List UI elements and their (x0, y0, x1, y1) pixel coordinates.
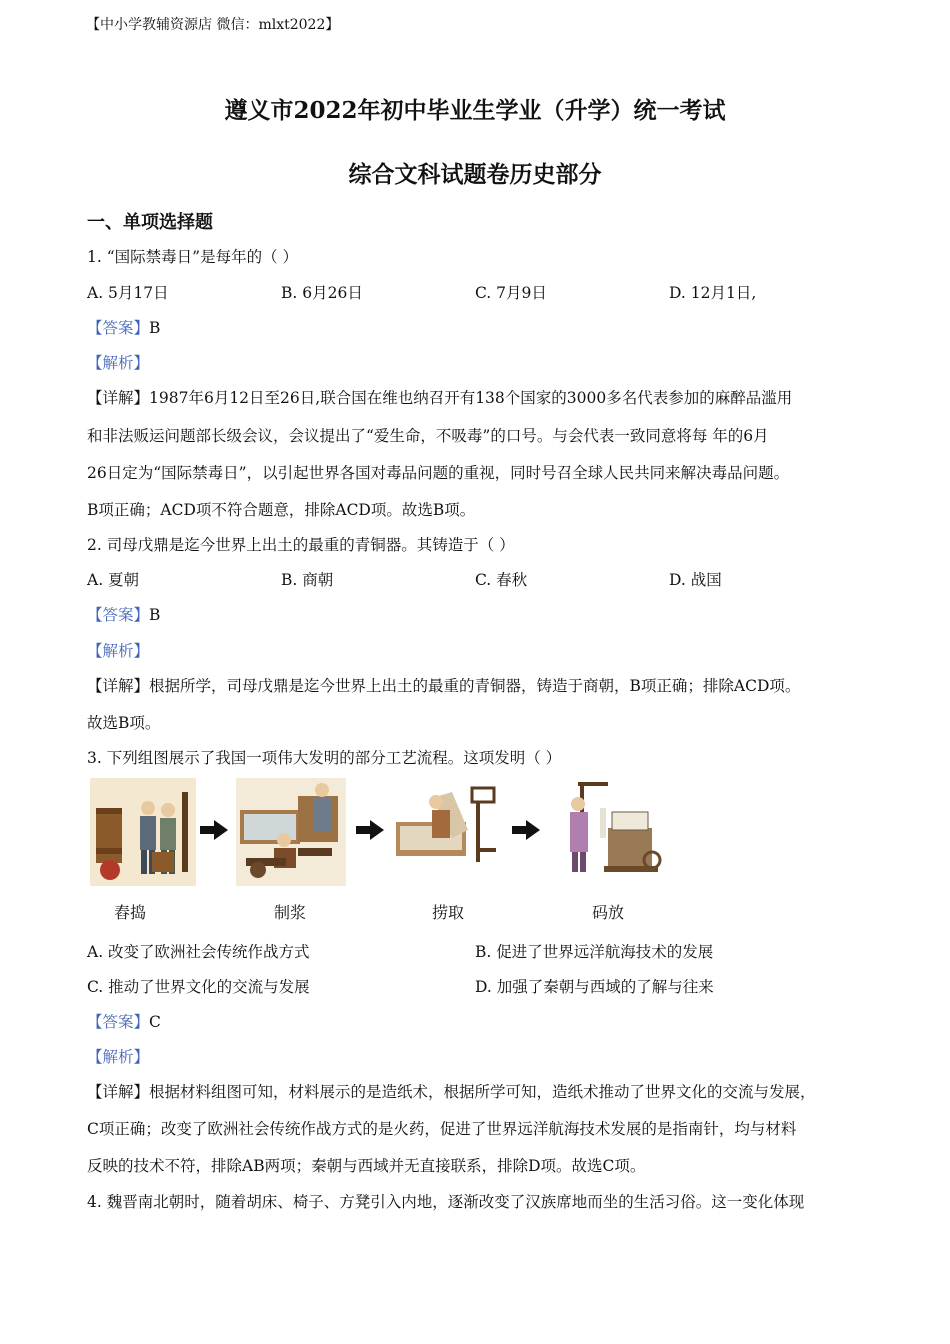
q1-option-b: B. 6月26日 (281, 284, 363, 302)
answer-value: B (149, 319, 161, 337)
q3-stem: 3. 下列组图展示了我国一项伟大发明的部分工艺流程。这项发明（ ） (87, 749, 562, 767)
detail-text: 1987年6月12日至26日,联合国在维也纳召开有138个国家的3000多名代表参加的麻醉品滥用 (149, 389, 793, 407)
q3-option-c: C. 推动了世界文化的交流与发展 (87, 978, 310, 996)
q3-detail-line: 反映的技术不符，排除AB两项；秦朝与西域并无直接联系，排除D项。故选C项。 (87, 1157, 646, 1175)
q1-detail-line: 和非法贩运问题部长级会议，会议提出了“爱生命，不吸毒”的口号。与会代表一致同意将每 年的6月 (87, 427, 769, 445)
arrow-right-icon (356, 818, 384, 842)
detail-tag: 【详解】 (87, 1083, 150, 1101)
q3-option-b: B. 促进了世界远洋航海技术的发展 (475, 943, 714, 961)
q1-answer (87, 316, 160, 338)
q3-answer (87, 1010, 161, 1032)
q2-option-b: B. 商朝 (281, 571, 334, 589)
q1-detail-line (87, 386, 792, 408)
q1-option-a: A. 5月17日 (87, 284, 169, 302)
section-heading: 一、单项选择题 (87, 212, 213, 233)
q1-detail-line: 26日定为“国际禁毒日”，以引起世界各国对毒品问题的重视，同时号召全球人民共同来解决毒品问题。 (87, 464, 790, 482)
q1-option-c: C. 7月9日 (475, 284, 547, 302)
q3-detail-line (87, 1080, 816, 1102)
q3-detail-line: C项正确；改变了欧洲社会传统作战方式的是火药，促进了世界远洋航海技术发展的是指南针，均与材料 (87, 1120, 797, 1138)
q2-answer (87, 603, 160, 625)
q3-analysis-tag: 【解析】 (87, 1048, 150, 1066)
step-label-pounding: 舂捣 (114, 903, 147, 922)
arrow-right-icon (512, 818, 540, 842)
step-label-scooping: 捞取 (432, 903, 465, 922)
q2-analysis-tag: 【解析】 (87, 642, 150, 660)
papermaking-process-figure (88, 778, 688, 928)
q2-option-c: C. 春秋 (475, 571, 528, 589)
watermark: 【中小学教辅资源店 微信：mlxt2022】 (86, 17, 340, 33)
page-title: 遵义市2022年初中毕业生学业（升学）统一考试 (224, 97, 726, 124)
detail-text: 根据材料组图可知，材料展示的是造纸术，根据所学可知，造纸术推动了世界文化的交流与发展， (149, 1083, 816, 1101)
q4-stem: 4. 魏晋南北朝时，随着胡床、椅子、方凳引入内地，逐渐改变了汉族席地而坐的生活习俗。这一变化体现 (87, 1193, 805, 1211)
page-subtitle: 综合文科试题卷历史部分 (348, 161, 602, 188)
pounding-illustration (90, 778, 196, 886)
q2-detail-line (87, 674, 800, 696)
answer-tag: 【答案】 (87, 1013, 150, 1031)
step-label-stacking: 码放 (592, 903, 625, 922)
step-label-pulping: 制浆 (274, 903, 307, 922)
detail-tag: 【详解】 (87, 677, 150, 695)
q2-stem: 2. 司母戊鼎是迄今世界上出土的最重的青铜器。其铸造于（ ） (87, 536, 515, 554)
pulping-illustration (236, 778, 346, 886)
q1-analysis-tag: 【解析】 (87, 354, 150, 372)
q3-option-d: D. 加强了秦朝与西域的了解与往来 (475, 978, 714, 996)
arrow-right-icon (200, 818, 228, 842)
answer-value: C (149, 1013, 161, 1031)
q2-option-d: D. 战国 (669, 571, 722, 589)
answer-tag: 【答案】 (87, 319, 150, 337)
scooping-illustration (392, 778, 502, 886)
q3-option-a: A. 改变了欧洲社会传统作战方式 (87, 943, 310, 961)
q2-detail-line: 故选B项。 (87, 714, 161, 732)
q2-option-a: A. 夏朝 (87, 571, 140, 589)
q1-detail-line: B项正确；ACD项不符合题意，排除ACD项。故选B项。 (87, 501, 476, 519)
detail-text: 根据所学，司母戊鼎是迄今世界上出土的最重的青铜器，铸造于商朝，B项正确；排除ACD项。 (149, 677, 801, 695)
answer-tag: 【答案】 (87, 606, 150, 624)
q1-option-d: D. 12月1日, (669, 284, 757, 302)
detail-tag: 【详解】 (87, 389, 150, 407)
answer-value: B (149, 606, 161, 624)
q1-stem: 1. “国际禁毒日”是每年的（ ） (87, 248, 298, 266)
stacking-illustration (548, 778, 664, 886)
